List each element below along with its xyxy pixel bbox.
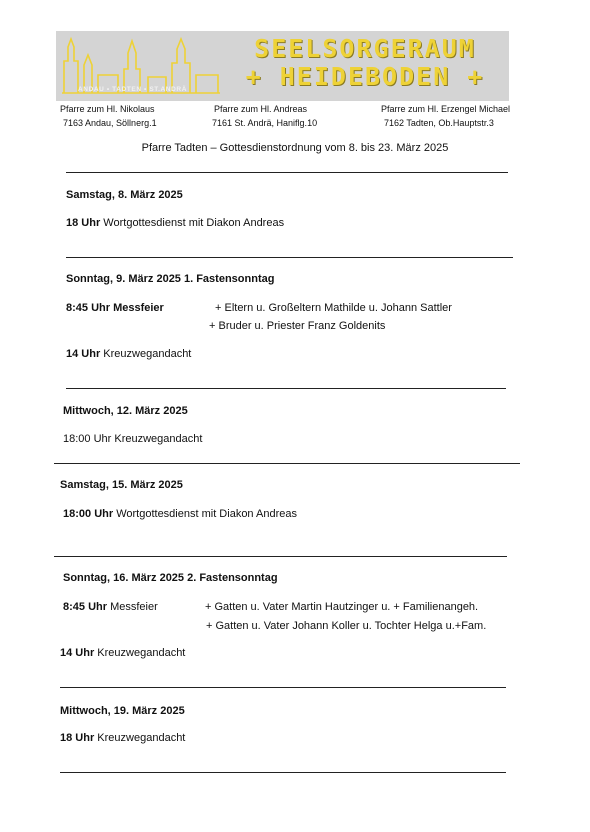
parish-st-andrae	[212, 103, 317, 129]
divider	[54, 463, 520, 464]
mass-intention: + Bruder u. Priester Franz Goldenits	[209, 320, 386, 332]
parish-name: Pfarre zum Hl. Erzengel Michael	[381, 104, 511, 114]
service-entry	[66, 217, 284, 229]
service-time: 18 Uhr	[60, 732, 95, 744]
day-heading: Samstag, 15. März 2025	[60, 479, 183, 491]
divider	[66, 257, 513, 258]
service-text: Kreuzwegandacht	[100, 348, 192, 360]
service-entry	[63, 508, 297, 520]
parish-address: 7163 Andau, Söllnerg.1	[63, 118, 157, 128]
service-entry	[66, 302, 164, 314]
service-time: 8:45 Uhr Messfeier	[66, 302, 164, 314]
divider	[54, 556, 507, 557]
service-text: Wortgottesdienst mit Diakon Andreas	[100, 217, 285, 229]
service-time: 14 Uhr	[66, 348, 101, 360]
service-entry	[66, 348, 191, 360]
parish-address: 7161 St. Andrä, Haniflg.10	[212, 118, 318, 128]
day-heading: Mittwoch, 19. März 2025	[60, 705, 185, 717]
day-heading: Mittwoch, 12. März 2025	[63, 405, 188, 417]
day-heading: Samstag, 8. März 2025	[66, 189, 183, 201]
divider	[60, 772, 506, 773]
divider	[60, 687, 506, 688]
banner-title-line2: + HEIDEBODEN +	[245, 62, 485, 91]
service-time: 8:45 Uhr	[63, 601, 108, 613]
service-text: Messfeier	[107, 601, 158, 613]
divider	[66, 172, 508, 173]
header-banner	[56, 31, 509, 101]
service-entry	[60, 732, 185, 744]
document-title: Pfarre Tadten – Gottesdienstordnung vom 8. bis 23. März 2025	[141, 142, 449, 154]
day-heading: Sonntag, 16. März 2025 2. Fastensonntag	[63, 572, 278, 584]
banner-title	[224, 35, 506, 91]
service-text: Kreuzwegandacht	[94, 647, 186, 659]
service-time: 18:00 Uhr	[63, 508, 114, 520]
parish-address: 7162 Tadten, Ob.Hauptstr.3	[384, 118, 494, 128]
banner-title-line1: SEELSORGERAUM	[254, 34, 476, 63]
service-entry	[60, 647, 185, 659]
service-time: 18 Uhr	[66, 217, 101, 229]
banner-subtitle: ANDAU • TADTEN • ST.ANDRÄ	[78, 86, 187, 93]
service-text: Kreuzwegandacht	[94, 732, 186, 744]
mass-intention: + Eltern u. Großeltern Mathilde u. Johann Sattler	[215, 302, 452, 314]
service-entry	[63, 433, 202, 445]
mass-intention: + Gatten u. Vater Martin Hautzinger u. + Familienangeh.	[205, 601, 479, 613]
service-text: Wortgottesdienst mit Diakon Andreas	[113, 508, 297, 520]
parish-name: Pfarre zum Hl. Nikolaus	[60, 104, 155, 114]
parish-tadten	[381, 103, 510, 129]
mass-intention: + Gatten u. Vater Johann Koller u. Tochter Helga u.+Fam.	[206, 620, 487, 632]
day-heading: Sonntag, 9. März 2025 1. Fastensonntag	[66, 273, 275, 285]
divider	[66, 388, 506, 389]
service-entry	[63, 601, 158, 613]
service-text: 18:00 Uhr Kreuzwegandacht	[63, 433, 203, 445]
service-time: 14 Uhr	[60, 647, 95, 659]
parish-andau	[60, 103, 157, 129]
parish-name: Pfarre zum Hl. Andreas	[214, 104, 308, 114]
